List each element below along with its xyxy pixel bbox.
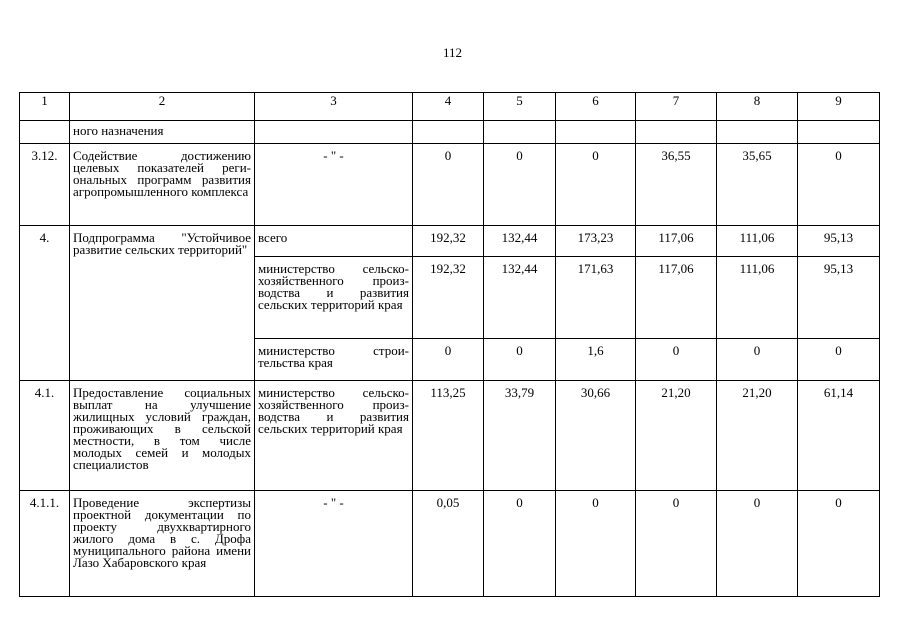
row-number: 3.12. — [20, 144, 70, 226]
col-header: 1 — [20, 93, 70, 121]
row-name: Подпрограмма "Устойчивое развитие сельских территорий" — [70, 226, 255, 381]
value-cell: 0 — [484, 339, 556, 381]
row-name: ного назначения — [70, 121, 255, 144]
table-row — [20, 491, 880, 597]
value-cell: 0 — [636, 339, 717, 381]
value-cell: 117,06 — [636, 257, 717, 339]
executor: всего — [255, 226, 413, 257]
table-header-row — [20, 93, 880, 121]
value-cell: 0,05 — [413, 491, 484, 597]
col-header: 8 — [717, 93, 798, 121]
value-cell: 111,06 — [717, 226, 798, 257]
executor: министерство сельскохозяйственного производства и развития сельских территорий края — [255, 381, 413, 491]
executor: - " - — [255, 491, 413, 597]
value-cell: 0 — [798, 339, 880, 381]
col-header: 6 — [556, 93, 636, 121]
value-cell: 0 — [413, 339, 484, 381]
value-cell: 21,20 — [636, 381, 717, 491]
value-cell: 0 — [717, 339, 798, 381]
value-cell: 0 — [413, 144, 484, 226]
executor: - " - — [255, 144, 413, 226]
row-name: Содействие достижению целевых показателей региональных программ развития агропромышленного комплекса — [70, 144, 255, 226]
value-cell: 0 — [556, 144, 636, 226]
value-cell: 36,55 — [636, 144, 717, 226]
value-cell: 0 — [798, 491, 880, 597]
value-cell: 21,20 — [717, 381, 798, 491]
col-header: 5 — [484, 93, 556, 121]
col-header: 3 — [255, 93, 413, 121]
value-cell: 132,44 — [484, 257, 556, 339]
row-name: Проведение экспертизы проектной документации по проекту двухквартирного жилого дома в с. Дрофа муниципального района имени Лазо Хабаровского края — [70, 491, 255, 597]
value-cell: 0 — [636, 491, 717, 597]
value-cell: 113,25 — [413, 381, 484, 491]
value-cell: 132,44 — [484, 226, 556, 257]
value-cell: 0 — [798, 144, 880, 226]
executor: министерство строительства края — [255, 339, 413, 381]
program-table — [19, 92, 880, 597]
value-cell: 192,32 — [413, 257, 484, 339]
value-cell: 192,32 — [413, 226, 484, 257]
value-cell: 33,79 — [484, 381, 556, 491]
row-name: Предоставление социальных выплат на улучшение жилищных условий граждан, проживающих в сельской местности, в том числе молодых семей и молодых специалистов — [70, 381, 255, 491]
col-header: 9 — [798, 93, 880, 121]
value-cell: 35,65 — [717, 144, 798, 226]
value-cell: 171,63 — [556, 257, 636, 339]
value-cell: 0 — [556, 491, 636, 597]
col-header: 2 — [70, 93, 255, 121]
table-row — [20, 144, 880, 226]
value-cell: 1,6 — [556, 339, 636, 381]
col-header: 7 — [636, 93, 717, 121]
row-number: 4.1. — [20, 381, 70, 491]
table-row — [20, 381, 880, 491]
executor: министерство сельскохозяйственного производства и развития сельских территорий края — [255, 257, 413, 339]
value-cell: 95,13 — [798, 257, 880, 339]
value-cell: 117,06 — [636, 226, 717, 257]
value-cell: 30,66 — [556, 381, 636, 491]
page-number: 112 — [442, 45, 463, 60]
value-cell: 0 — [484, 144, 556, 226]
row-number: 4. — [20, 226, 70, 381]
table-row — [20, 226, 880, 257]
value-cell: 111,06 — [717, 257, 798, 339]
value-cell: 0 — [484, 491, 556, 597]
value-cell: 61,14 — [798, 381, 880, 491]
value-cell: 173,23 — [556, 226, 636, 257]
col-header: 4 — [413, 93, 484, 121]
table-row — [20, 121, 880, 144]
value-cell: 0 — [717, 491, 798, 597]
value-cell: 95,13 — [798, 226, 880, 257]
row-number: 4.1.1. — [20, 491, 70, 597]
